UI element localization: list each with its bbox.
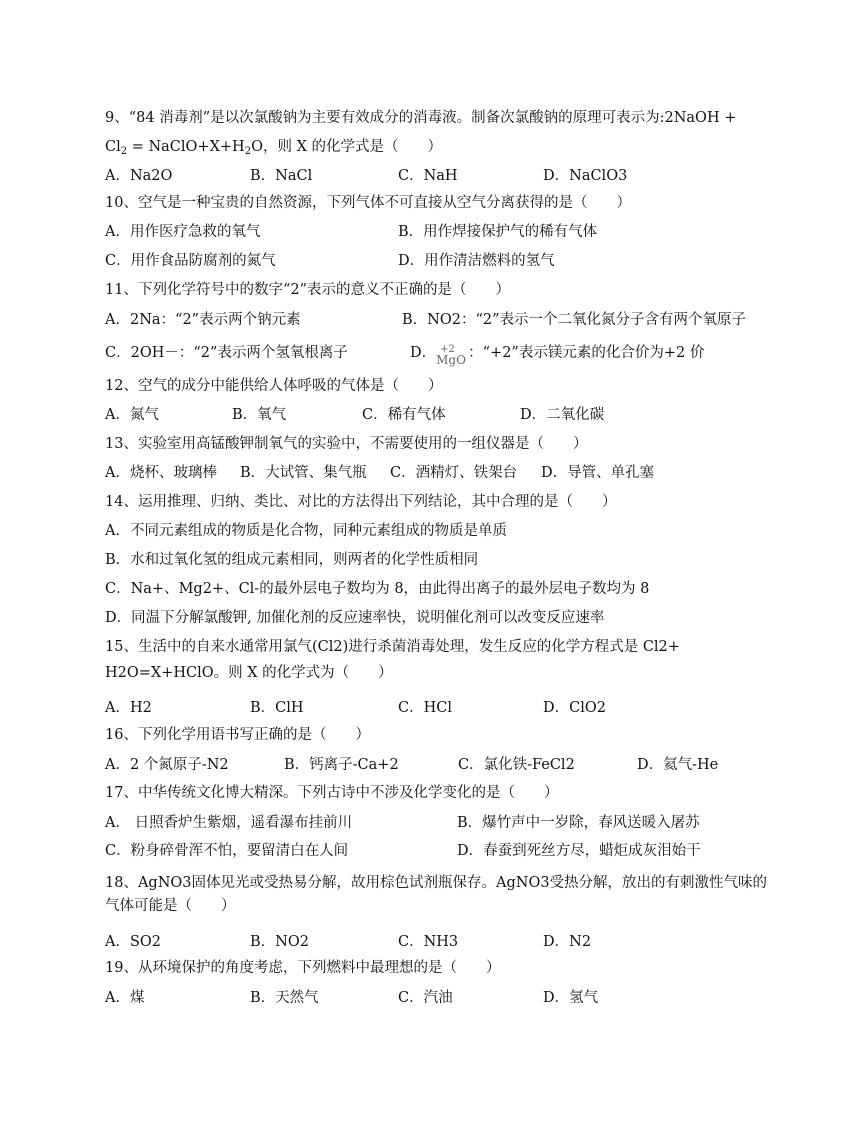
q12-option-a[interactable]: A．氮气	[105, 407, 159, 423]
q9-option-d[interactable]: D．NaClO3	[543, 168, 628, 184]
q18-option-c[interactable]: C．NH3	[398, 934, 459, 950]
q19-option-b[interactable]: B．天然气	[250, 990, 319, 1006]
q14-option-c[interactable]: C．Na+、Mg2+、Cl-的最外层电子数均为 8，由此得出离子的最外层电子数均为 8	[105, 581, 650, 597]
q18-option-d[interactable]: D．N2	[543, 934, 592, 950]
q15-option-c[interactable]: C．HCl	[398, 700, 452, 716]
q14-option-a[interactable]: A．不同元素组成的物质是化合物，同种元素组成的物质是单质	[105, 523, 507, 539]
q11-option-d[interactable]	[410, 343, 705, 367]
q14-option-d[interactable]: D．同温下分解氯酸钾, 加催化剂的反应速率快，说明催化剂可以改变反应速率	[105, 610, 605, 626]
q19-stem: 19、从环境保护的角度考虑，下列燃料中最理想的是（ ）	[105, 960, 501, 976]
q9-stem-line2	[105, 137, 442, 157]
q13-option-b[interactable]: B．大试管、集气瓶	[240, 465, 367, 481]
q9-option-c[interactable]: C．NaH	[398, 168, 458, 184]
q14-option-b[interactable]: B．水和过氧化氢的组成元素相同，则两者的化学性质相同	[105, 552, 479, 568]
q16-option-b[interactable]: B．钙离子-Ca+2	[284, 757, 399, 773]
q10-option-d[interactable]: D．用作清洁燃料的氢气	[398, 253, 555, 269]
q10-option-a[interactable]: A．用作医疗急救的氧气	[105, 224, 261, 240]
q15-option-b[interactable]: B．ClH	[250, 700, 304, 716]
q18-option-b[interactable]: B．NO2	[250, 934, 309, 950]
q9-text: = NaClO+X+H	[127, 139, 245, 155]
mgo-formula: MgO	[436, 353, 466, 367]
q13-stem: 13、实验室用高锰酸钾制氧气的实验中，不需要使用的一组仪器是（ ）	[105, 436, 588, 452]
q12-stem: 12、空气的成分中能供给人体呼吸的气体是（ ）	[105, 378, 443, 394]
q17-option-a[interactable]: A． 日照香炉生紫烟，遥看瀑布挂前川	[105, 815, 353, 831]
q9-stem-line1: 9、“84 消毒剂”是以次氯酸钠为主要有效成分的消毒液。制备次氯酸钠的原理可表示为:2NaOH +	[105, 110, 737, 126]
q9-sub: 2	[244, 146, 252, 157]
q18-option-a[interactable]: A．SO2	[105, 934, 162, 950]
q16-option-d[interactable]: D．氦气-He	[637, 757, 719, 773]
q11-option-c[interactable]: C．2OH－：“2”表示两个氢氧根离子	[105, 345, 348, 361]
q9-text: O，则 X 的化学式是（ ）	[251, 139, 443, 155]
q12-option-b[interactable]: B．氧气	[232, 407, 287, 423]
mgo-valence-image	[436, 343, 468, 367]
mgo-oxidation-state: +2	[440, 344, 455, 355]
q9-sub: 2	[120, 146, 128, 157]
q11-stem: 11、下列化学符号中的数字“2”表示的意义不正确的是（ ）	[105, 282, 510, 298]
q14-stem: 14、运用推理、归纳、类比、对比的方法得出下列结论，其中合理的是（ ）	[105, 494, 617, 510]
q16-option-a[interactable]: A．2 个氮原子-N2	[105, 757, 229, 773]
q18-stem-line2: 气体可能是（ ）	[105, 898, 236, 914]
q15-option-a[interactable]: A．H2	[105, 700, 152, 716]
q12-option-c[interactable]: C．稀有气体	[362, 407, 446, 423]
q16-stem: 16、下列化学用语书写正确的是（ ）	[105, 727, 370, 743]
q13-option-a[interactable]: A．烧杯、玻璃棒	[105, 465, 217, 481]
q10-option-c[interactable]: C．用作食品防腐剂的氮气	[105, 253, 276, 269]
q16-option-c[interactable]: C．氯化铁-FeCl2	[458, 757, 575, 773]
q10-stem: 10、空气是一种宝贵的自然资源，下列气体不可直接从空气分离获得的是（ ）	[105, 195, 631, 211]
q13-option-d[interactable]: D．导管、单孔塞	[541, 465, 655, 481]
q17-option-c[interactable]: C．粉身碎骨浑不怕，要留清白在人间	[105, 843, 349, 859]
q19-option-a[interactable]: A．煤	[105, 990, 145, 1006]
q11-d-prefix: D．	[410, 345, 437, 361]
q17-option-d[interactable]: D．春蚕到死丝方尽，蜡炬成灰泪始干	[457, 843, 701, 859]
q9-text: Cl	[105, 139, 121, 155]
q13-option-c[interactable]: C．酒精灯、铁架台	[390, 465, 518, 481]
q17-stem: 17、中华传统文化博大精深。下列古诗中不涉及化学变化的是（ ）	[105, 785, 559, 801]
q18-stem-line1: 18、AgNO3固体见光或受热易分解，故用棕色试剂瓶保存。AgNO3受热分解，放出的有刺激性气味的	[105, 875, 768, 891]
q19-option-d[interactable]: D．氢气	[543, 990, 599, 1006]
q9-option-b[interactable]: B．NaCl	[250, 168, 313, 184]
q11-option-b[interactable]: B．NO2：“2”表示一个二氧化氮分子含有两个氧原子	[402, 312, 747, 328]
q15-stem-line1: 15、生活中的自来水通常用氯气(Cl2)进行杀菌消毒处理，发生反应的化学方程式是 Cl2+	[105, 639, 680, 655]
q11-option-a[interactable]: A．2Na：“2”表示两个钠元素	[105, 312, 301, 328]
q11-d-text: ：“+2”表示镁元素的化合价为+2 价	[468, 345, 705, 361]
q17-option-b[interactable]: B．爆竹声中一岁除，春风送暖入屠苏	[457, 815, 700, 831]
q15-stem-line2: H2O=X+HClO。则 X 的化学式为（ ）	[105, 665, 393, 681]
q9-option-a[interactable]: A．Na2O	[105, 168, 173, 184]
q19-option-c[interactable]: C．汽油	[398, 990, 453, 1006]
q10-option-b[interactable]: B．用作焊接保护气的稀有气体	[398, 224, 598, 240]
q12-option-d[interactable]: D．二氧化碳	[520, 407, 605, 423]
q15-option-d[interactable]: D．ClO2	[543, 700, 606, 716]
